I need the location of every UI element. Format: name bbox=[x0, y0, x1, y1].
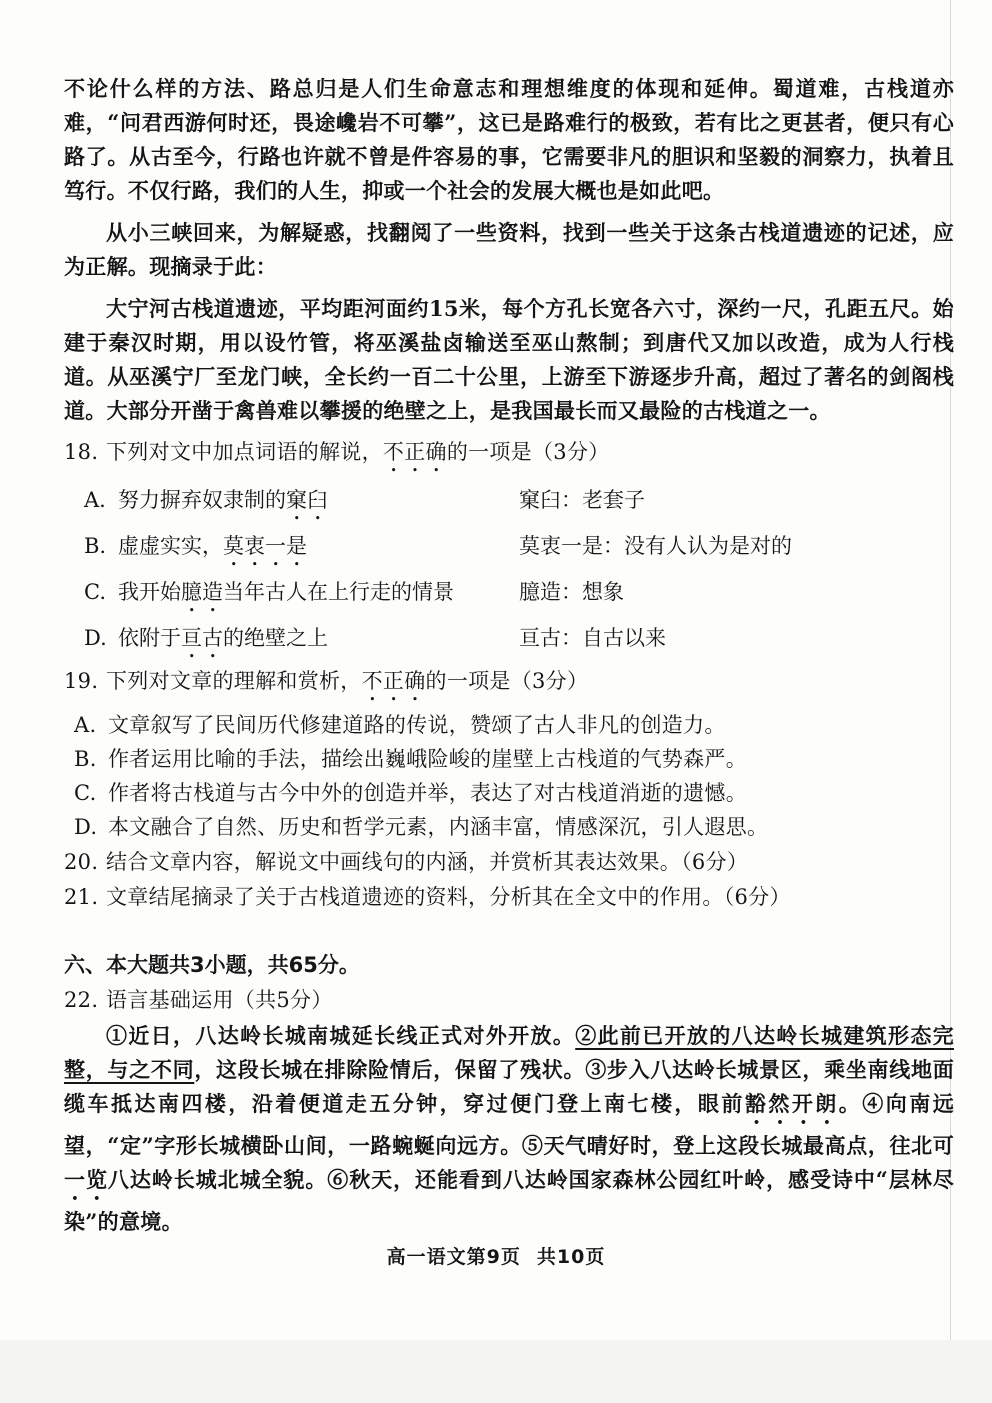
question-18 bbox=[64, 436, 954, 477]
passage-paragraph-3: 大宁河古栈道遗迹，平均距河面约15米，每个方孔长宽各六寸，深约一尺，孔距五尺。始建于秦汉时期，用以设竹管，将巫溪盐卤输送至巫山熬制；到唐代又加以改造，成为人行栈道。从巫溪宁厂至龙门峡，全长约一百二十公里，上游至下游逐步升高，超过了著名的剑阁栈道。大部分开凿于禽兽难以攀援的绝壁之上，是我国最长而又最险的古栈道之一。 bbox=[64, 296, 954, 423]
option-label: D. bbox=[84, 626, 107, 650]
question-number: 19. bbox=[64, 669, 99, 693]
choice-c bbox=[64, 776, 954, 810]
option-explanation: 窠臼：老套子 bbox=[519, 488, 645, 512]
sentence-1: ①近日，八达岭长城南城延长线正式对外开放。 bbox=[106, 1023, 576, 1048]
passage-paragraph-1: 不论什么样的方法、路总归是人们生命意志和理想维度的体现和延伸。蜀道难，古栈道亦难，“问君西游何时还，畏途巉岩不可攀”，这已是路难行的极致，若有比之更甚者，便只有心路了。从古至今，行路也许就不曾是件容易的事，它需要非凡的胆识和坚毅的洞察力，执着且笃行。不仅行路，我们的人生，抑或一个社会的发展大概也是如此吧。 bbox=[64, 76, 954, 203]
choice-text: 作者将古栈道与古今中外的创造并举，表达了对古栈道消逝的遗憾。 bbox=[108, 781, 747, 805]
choice-a bbox=[64, 708, 954, 742]
option-label: B. bbox=[84, 534, 107, 558]
option-text-rest: 当年古人在上行走的情景 bbox=[223, 580, 454, 604]
section-heading: 六、本大题共3小题，共65分。 bbox=[64, 953, 360, 977]
option-text: 虚虚实实， bbox=[118, 534, 223, 558]
dotted-phrase: 一览 bbox=[64, 1167, 108, 1192]
underlined-sentence: ②此前已开放的八达岭长城建筑形态完整，与之不同 bbox=[64, 1023, 954, 1082]
option-row-d bbox=[64, 617, 954, 663]
scan-bottom-band bbox=[0, 1340, 992, 1403]
choice-text: 本文融合了自然、历史和哲学元素，内涵丰富，情感深沉，引人遐思。 bbox=[108, 815, 769, 839]
choice-d bbox=[64, 810, 954, 844]
question-20 bbox=[64, 846, 954, 879]
option-explanation: 莫衷一是：没有人认为是对的 bbox=[519, 534, 792, 558]
option-label: A. bbox=[84, 488, 106, 512]
page-total: 共10页 bbox=[536, 1246, 606, 1268]
page-content bbox=[64, 72, 954, 1247]
option-text: 努力摒弃奴隶制的 bbox=[118, 488, 286, 512]
emphasis-dotted: 不正确 bbox=[382, 440, 447, 464]
dotted-term: 亘古 bbox=[181, 626, 223, 650]
choice-label: D. bbox=[74, 815, 98, 839]
question-text: 结合文章内容，解说文中画线句的内涵，并赏析其表达效果。（6分） bbox=[106, 850, 749, 874]
option-explanation: 亘古：自古以来 bbox=[519, 626, 666, 650]
page-number: 高一语文第9页 bbox=[386, 1246, 521, 1268]
choice-text: 文章叙写了民间历代修建道路的传说，赞颂了古人非凡的创造力。 bbox=[108, 713, 726, 737]
option-label: C. bbox=[84, 580, 106, 604]
q22-passage bbox=[64, 1019, 954, 1239]
option-text: 依附于 bbox=[118, 626, 181, 650]
choice-label: A. bbox=[74, 713, 97, 737]
question-19 bbox=[64, 665, 954, 706]
option-row-a bbox=[64, 479, 954, 525]
option-text: 我开始 bbox=[118, 580, 181, 604]
choice-b bbox=[64, 742, 954, 776]
question-number: 20. bbox=[64, 850, 99, 874]
question-21 bbox=[64, 881, 954, 914]
passage-paragraph-2: 从小三峡回来，为解疑惑，找翻阅了一些资料，找到一些关于这条古栈道遗迹的记述，应为正解。现摘录于此： bbox=[64, 220, 954, 279]
option-row-c bbox=[64, 571, 954, 617]
dotted-term: 窠臼 bbox=[286, 488, 328, 512]
question-number: 21. bbox=[64, 885, 99, 909]
question-number: 18. bbox=[64, 440, 99, 464]
question-points: 的一项是（3分） bbox=[425, 669, 589, 693]
option-text-rest: 的绝壁之上 bbox=[223, 626, 328, 650]
choice-text: 作者运用比喻的手法，描绘出巍峨险峻的崖壁上古栈道的气势森严。 bbox=[108, 747, 747, 771]
page-footer bbox=[0, 1242, 992, 1269]
choice-label: B. bbox=[74, 747, 97, 771]
sentence-2-rest: ，这段长城在排除险情后，保留了残状。③步入八达岭长城景区，乘坐南线地面缆车抵达南四楼，沿着便道走五分钟，穿过便门登上南七楼，眼前 bbox=[64, 1057, 954, 1116]
question-number: 22. bbox=[64, 988, 99, 1012]
option-explanation: 臆造：想象 bbox=[519, 580, 624, 604]
question-points: 的一项是（3分） bbox=[446, 440, 610, 464]
question-title: 语言基础运用（共5分） bbox=[106, 988, 333, 1012]
option-row-b bbox=[64, 525, 954, 571]
sentence-5-6: 八达岭长城北城全貌。⑥秋天，还能看到八达岭国家森林公园红叶岭，感受诗中“层林尽染”的意境。 bbox=[64, 1167, 954, 1234]
question-text: 文章结尾摘录了关于古栈道遗迹的资料，分析其在全文中的作用。（6分） bbox=[106, 885, 791, 909]
question-22 bbox=[64, 984, 954, 1017]
dotted-term: 莫衷一是 bbox=[223, 534, 307, 558]
choice-label: C. bbox=[74, 781, 97, 805]
question-stem: 下列对文中加点词语的解说， bbox=[106, 440, 383, 464]
emphasis-dotted: 不正确 bbox=[361, 669, 426, 693]
dotted-term: 臆造 bbox=[181, 580, 223, 604]
sentence-4-5: 。④向南远望，“定”字形长城横卧山间，一路蜿蜒向远方。⑤天气晴好时，登上这段长城最高点，往北可 bbox=[64, 1091, 955, 1158]
question-stem: 下列对文章的理解和赏析， bbox=[106, 669, 362, 693]
dotted-phrase: 豁然开朗 bbox=[744, 1091, 839, 1116]
